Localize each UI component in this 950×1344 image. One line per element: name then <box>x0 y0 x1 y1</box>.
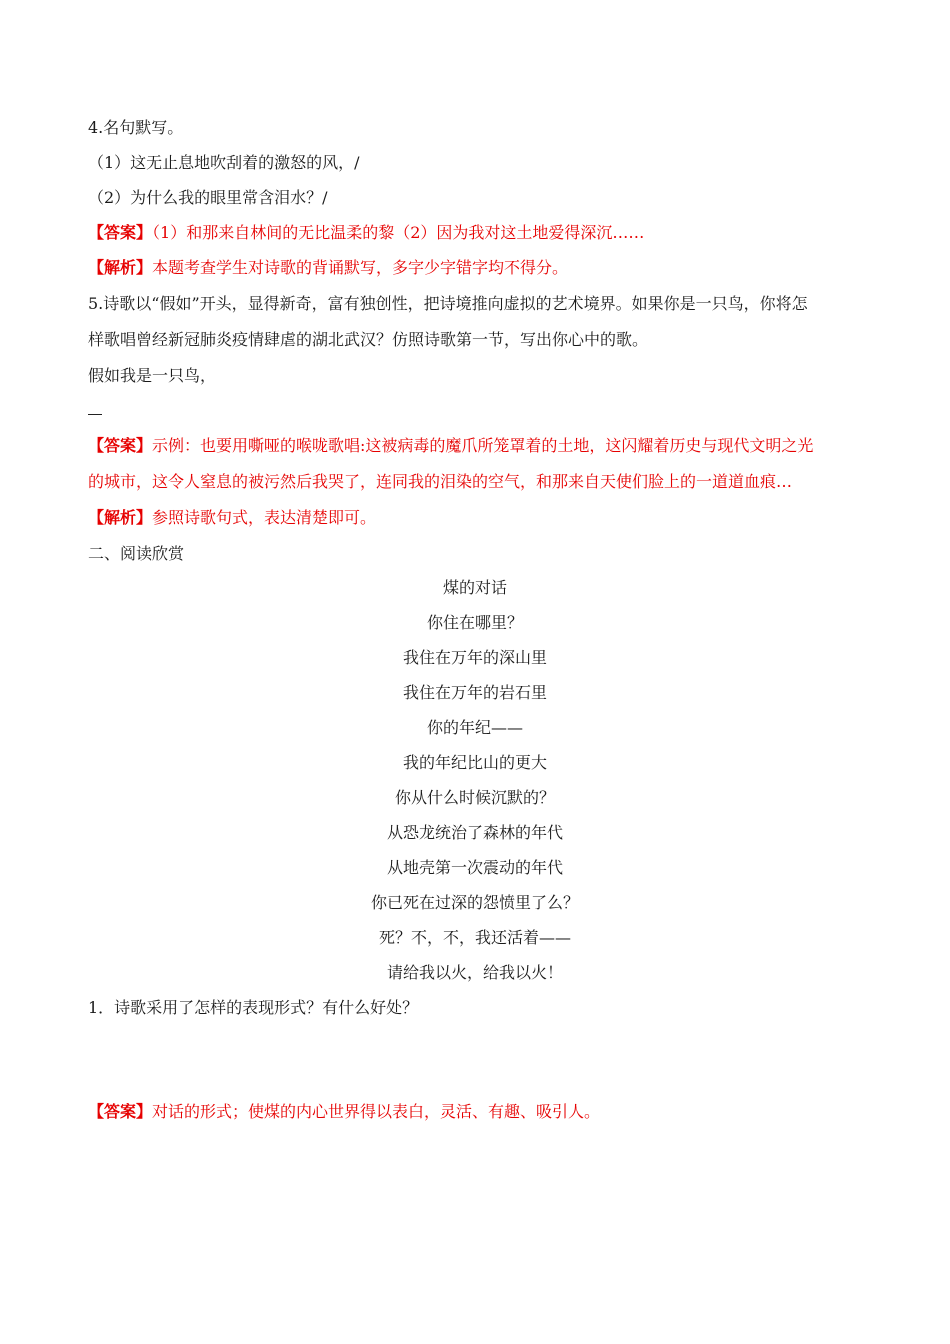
answer-label: 【答案】 <box>88 223 153 242</box>
q5-analysis <box>88 508 376 528</box>
poem-line: 你住在哪里？ <box>426 613 523 632</box>
poem-line: 我住在万年的岩石里 <box>402 683 547 702</box>
section-heading: 二、阅读欣赏 <box>88 544 185 563</box>
analysis-label: 【解析】 <box>88 508 153 527</box>
analysis-text: 本题考查学生对诗歌的背诵默写，多字少字错字均不得分。 <box>152 258 569 277</box>
poem-line: 我的年纪比山的更大 <box>402 753 547 772</box>
answer-label: 【答案】 <box>88 1102 153 1121</box>
q5-title-line-1: 5.诗歌以“假如”开头，显得新奇，富有独创性，把诗境推向虚拟的艺术境界。如果你是一只鸟，你将怎 <box>88 294 808 313</box>
q5-answer-line-1 <box>88 436 813 456</box>
poem-line: 我住在万年的深山里 <box>402 648 547 667</box>
answer-blank-line <box>88 414 102 415</box>
q4-analysis <box>88 258 568 278</box>
answer-label: 【答案】 <box>88 436 153 455</box>
q4-line-1: （1）这无止息地吹刮着的激怒的风，/ <box>88 153 360 172</box>
poem-line: 你的年纪—— <box>426 718 523 737</box>
reading-q1-title: 1．诗歌采用了怎样的表现形式？有什么好处？ <box>88 998 419 1017</box>
q4-line-2: （2）为什么我的眼里常含泪水？/ <box>88 188 328 207</box>
poem-line: 从恐龙统治了森林的年代 <box>386 823 563 842</box>
answer-text: 示例：也要用嘶哑的喉咙歌唱:这被病毒的魔爪所笼罩着的土地，这闪耀着历史与现代文明之光 <box>152 436 814 455</box>
analysis-text: 参照诗歌句式，表达清楚即可。 <box>152 508 377 527</box>
answer-text: （1）和那来自林间的无比温柔的黎（2）因为我对这土地爱得深沉…… <box>152 223 645 242</box>
q5-answer-line-2: 的城市，这令人窒息的被污然后我哭了，连同我的泪染的空气，和那来自天使们脸上的一道道血痕… <box>88 472 793 491</box>
q4-answer <box>88 223 644 243</box>
analysis-label: 【解析】 <box>88 258 153 277</box>
poem-line: 死？不，不，我还活着—— <box>378 928 571 947</box>
poem-line: 从地壳第一次震动的年代 <box>386 858 563 877</box>
poem-title: 煤的对话 <box>442 578 507 597</box>
q5-title-line-2: 样歌唱曾经新冠肺炎疫情肆虐的湖北武汉？仿照诗歌第一节，写出你心中的歌。 <box>88 330 649 349</box>
q4-title: 4.名句默写。 <box>88 118 184 137</box>
reading-q1-answer <box>88 1102 600 1122</box>
q5-prompt: 假如我是一只鸟， <box>88 366 217 385</box>
poem-line: 你已死在过深的怨愤里了么？ <box>370 893 579 912</box>
poem-line: 请给我以火，给我以火！ <box>386 963 563 982</box>
poem-line: 你从什么时候沉默的？ <box>394 788 555 807</box>
answer-text: 对话的形式；使煤的内心世界得以表白，灵活、有趣、吸引人。 <box>152 1102 601 1121</box>
